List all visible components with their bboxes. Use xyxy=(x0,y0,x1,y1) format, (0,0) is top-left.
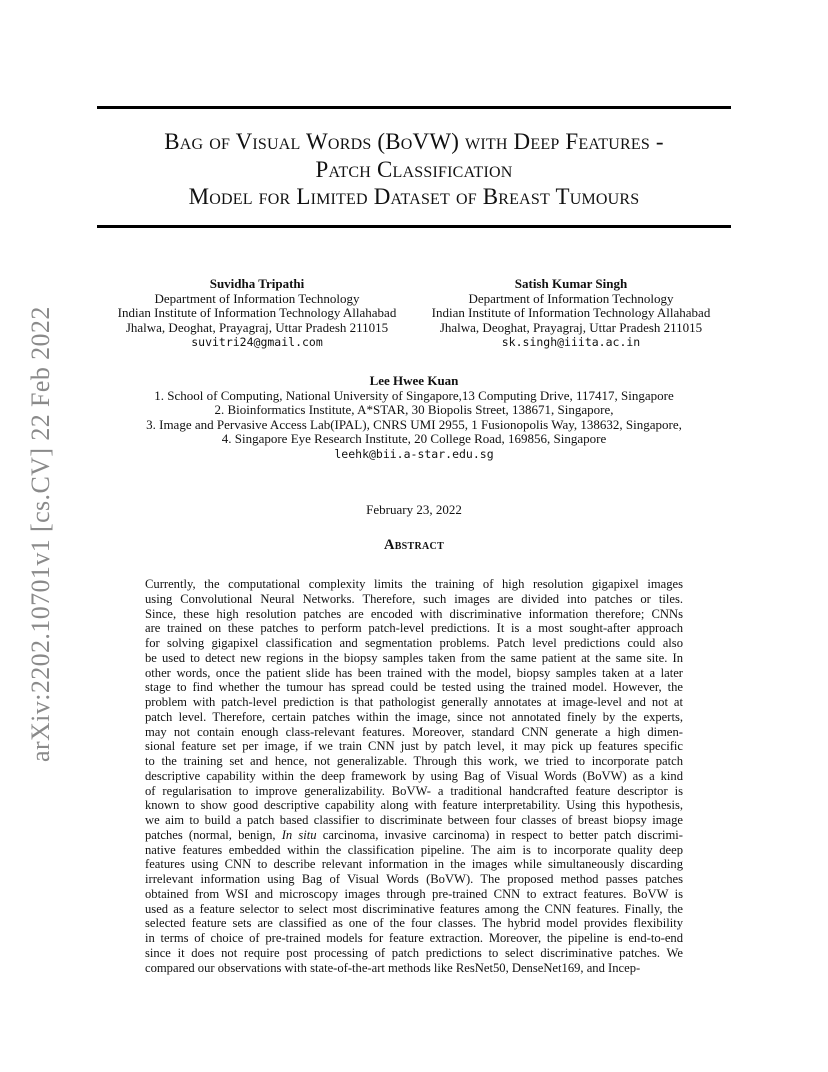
author-email[interactable]: leehk@bii.a-star.edu.sg xyxy=(334,446,494,461)
author-affiliation-line: 2. Bioinformatics Institute, A*STAR, 30 Biopolis Street, 138671, Singapore, xyxy=(214,402,614,418)
author-affiliation-line: 4. Singapore Eye Research Institute, 20 College Road, 169856, Singapore xyxy=(221,431,607,447)
abstract-line: descriptive capability within the deep framework by using Bag of Visual Words (BoVW) as a kind xyxy=(145,768,683,783)
author-affiliation-line: 1. School of Computing, National University of Singapore,13 Computing Drive, 117417, Singapore xyxy=(154,387,674,403)
abstract-line: used as a feature selector to select most discriminative features among the CNN features. Finally, the xyxy=(145,901,683,916)
abstract-line: stage to find whether the tumour has spread could be tested using the trained model. However, the xyxy=(145,680,683,695)
abstract-body xyxy=(145,577,683,975)
author-affiliation-line: Jhalwa, Deoghat, Prayagraj, Uttar Pradesh 211015 xyxy=(439,319,703,335)
title-line: Patch Classification xyxy=(315,156,513,182)
title-bottom-rule xyxy=(97,225,731,228)
abstract-line: irrelevant information using Bag of Visual Words (BoVW). The proposed method passes patches xyxy=(145,872,683,886)
author-affiliation-line: Department of Information Technology xyxy=(154,290,360,306)
abstract-line: features using CNN to describe relevant information in the images while simultaneously discarding xyxy=(145,857,683,872)
abstract-line: to the training set and hence, not generalizable. Through this work, we tried to incorporate patch xyxy=(145,754,683,768)
abstract-line: Since, these high resolution patches are encoded with discriminative information therefore; CNNs xyxy=(145,606,683,621)
abstract-line: in terms of choice of pre-trained models for feature extraction. Moreover, the pipeline is end-to-end xyxy=(145,931,683,945)
abstract-line: problem with patch-level prediction is that pathologist generally annotates at image-level and not at xyxy=(145,695,683,709)
title-line: Model for Limited Dataset of Breast Tumours xyxy=(188,184,640,209)
abstract-line: using Convolutional Neural Networks. Therefore, such images are divided into patches or tiles. xyxy=(145,591,683,606)
abstract-line: we aim to build a patch based classifier to discriminate between four classes of breast biopsy image xyxy=(145,813,683,827)
author-affiliation-line: 3. Image and Pervasive Access Lab(IPAL), CNRS UMI 2955, 1 Fusionopolis Way, 138632, Singapore, xyxy=(146,416,682,432)
paper-title xyxy=(97,128,731,211)
abstract-line: obtained from WSI and microscopy images through pre-trained CNN to extract features. BoVW is xyxy=(145,886,683,901)
abstract-heading: Abstract xyxy=(383,537,445,553)
author-affiliation-line: Indian Institute of Information Technology Allahabad xyxy=(117,305,397,321)
abstract-line: may not contain enough class-relevant features. Moreover, standard CNN generate a high dimen- xyxy=(145,724,683,739)
paper-date: February 23, 2022 xyxy=(366,502,462,517)
author-block-2 xyxy=(412,277,730,350)
author-affiliation-line: Indian Institute of Information Technology Allahabad xyxy=(431,305,711,321)
abstract-line: patches (normal, benign, In situ carcinoma, invasive carcinoma) in respect to better patch discrimi- xyxy=(145,827,683,842)
author-email[interactable]: sk.singh@iiita.ac.in xyxy=(501,335,641,350)
abstract-line: are trained on these patches to perform patch-level predictions. It is a most sought-after approach xyxy=(145,621,683,636)
author-name: Suvidha Tripathi xyxy=(209,276,305,291)
author-email[interactable]: suvitri24@gmail.com xyxy=(191,335,323,350)
abstract-line: selected feature sets are classified as one of the four classes. The hybrid model provides flexibility xyxy=(145,916,683,931)
title-line: Bag of Visual Words (BoVW) with Deep Features - xyxy=(164,129,664,154)
abstract-line: be used to detect new regions in the biopsy samples taken from the same patient at the same site. In xyxy=(145,650,683,665)
abstract-line: since it does not require post processing of patch predictions to select discriminative patches. We xyxy=(145,945,683,960)
arxiv-stamp: arXiv:2202.10701v1 [cs.CV] 22 Feb 2022 xyxy=(26,306,55,762)
abstract-line: of regularisation to improve generalizability. BoVW- a traditional handcrafted feature descriptor is xyxy=(145,783,683,798)
abstract-line: patch level. Therefore, certain patches within the image, since not annotated finely by the experts, xyxy=(145,709,683,724)
abstract-line: sional feature set per image, if we train CNN just by patch level, it may pick up features specific xyxy=(145,739,683,754)
author-affiliation-line: Jhalwa, Deoghat, Prayagraj, Uttar Pradesh 211015 xyxy=(125,319,389,335)
author-block-1 xyxy=(97,277,417,350)
author-block-3 xyxy=(97,374,731,462)
abstract-line: Currently, the computational complexity limits the training of high resolution gigapixel images xyxy=(145,577,683,591)
abstract-line: for solving gigapixel classification and segmentation problems. Patch level predictions could also xyxy=(145,636,683,650)
author-affiliation-line: Department of Information Technology xyxy=(468,290,674,306)
abstract-line: known to show good descriptive capability along with feature interpretability. Using this hypothesis, xyxy=(145,798,683,813)
abstract-line: other words, once the patient slide has been trained with the model, biopsy samples taken at a later xyxy=(145,665,683,680)
title-top-rule xyxy=(97,106,731,109)
abstract-line: native features embedded within the classification pipeline. The aim is to incorporate quality deep xyxy=(145,842,683,857)
author-name: Satish Kumar Singh xyxy=(514,276,628,291)
abstract-line: compared our observations with state-of-the-art methods like ResNet50, DenseNet169, and Incep- xyxy=(145,960,641,975)
author-name: Lee Hwee Kuan xyxy=(369,373,459,388)
